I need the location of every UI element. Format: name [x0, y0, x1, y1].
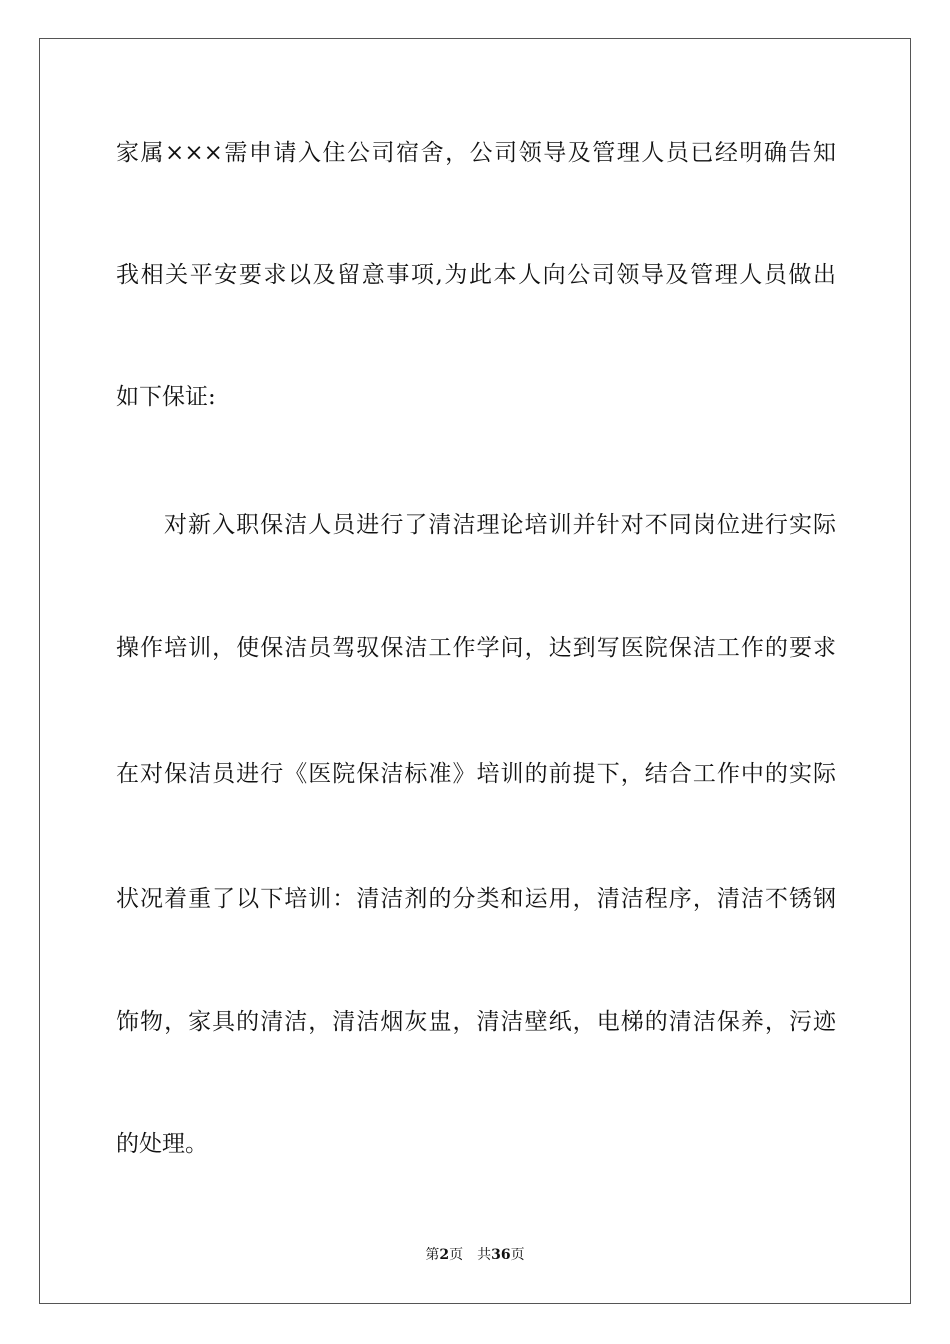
paragraph-line-8: 饰物，家具的清洁，清洁烟灰盅，清洁壁纸，电梯的清洁保养，污迹 — [116, 1009, 836, 1035]
paragraph-line-9: 的处理。 — [116, 1131, 208, 1157]
page-border — [39, 38, 911, 1304]
paragraph-line-6: 在对保洁员进行《医院保洁标准》培训的前提下，结合工作中的实际 — [116, 761, 836, 787]
paragraph-line-3: 如下保证: — [116, 384, 216, 410]
page-footer — [0, 1245, 950, 1265]
footer-total-suffix: 页 — [510, 1247, 525, 1263]
footer-page-prefix: 第 — [425, 1247, 440, 1263]
footer-total-prefix: 共 — [477, 1247, 492, 1263]
paragraph-line-4: 对新入职保洁人员进行了清洁理论培训并针对不同岗位进行实际 — [164, 512, 836, 538]
paragraph-line-5: 操作培训，使保洁员驾驭保洁工作学问，达到写医院保洁工作的要求 — [116, 635, 836, 661]
paragraph-line-7: 状况着重了以下培训：清洁剂的分类和运用，清洁程序，清洁不锈钢 — [116, 886, 836, 912]
footer-total-pages: 36 — [491, 1247, 511, 1263]
paragraph-line-1: 家属×××需申请入住公司宿舍，公司领导及管理人员已经明确告知 — [116, 140, 836, 166]
paragraph-line-2: 我相关平安要求以及留意事项,为此本人向公司领导及管理人员做出 — [116, 262, 836, 288]
footer-page-number: 2 — [439, 1247, 450, 1263]
footer-page-suffix: 页 — [449, 1247, 464, 1263]
